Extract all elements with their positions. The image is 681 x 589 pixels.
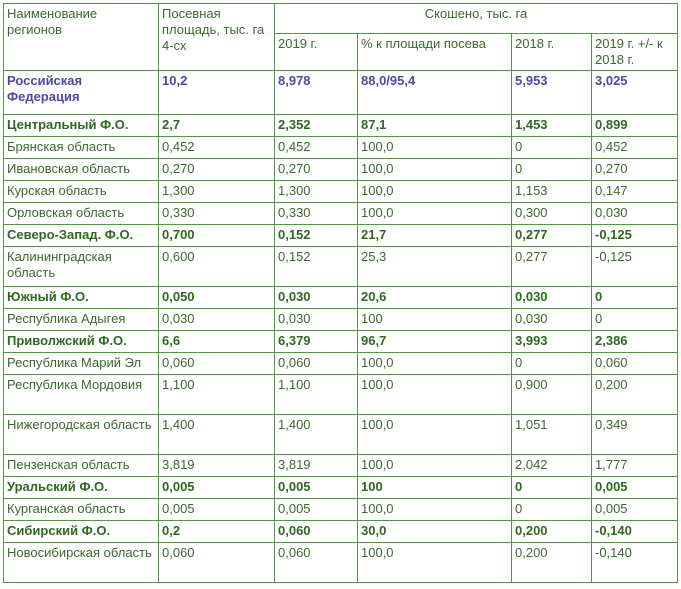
region-cell: Северо-Запад. Ф.О. [4, 225, 159, 247]
table-row [4, 203, 678, 225]
diff-cell: -0,125 [592, 247, 678, 287]
percent-cell: 100,0 [358, 159, 512, 181]
diff-cell: 0,005 [592, 477, 678, 499]
sown-area-cell: 0,060 [159, 543, 275, 583]
table-row [4, 415, 678, 455]
percent-cell: 20,6 [358, 287, 512, 309]
header-2019: 2019 г. [275, 34, 358, 71]
percent-cell: 100,0 [358, 137, 512, 159]
percent-cell: 21,7 [358, 225, 512, 247]
harvested-2019-cell: 0,060 [275, 353, 358, 375]
header-diff: 2019 г. +/- к 2018 г. [592, 34, 678, 71]
percent-cell: 100 [358, 309, 512, 331]
region-cell: Уральский Ф.О. [4, 477, 159, 499]
harvested-2019-cell: 0,152 [275, 247, 358, 287]
harvested-2018-cell: 0,277 [512, 247, 592, 287]
region-cell: Российская Федерация [4, 71, 159, 115]
sown-area-cell: 1,300 [159, 181, 275, 203]
harvested-2019-cell: 0,030 [275, 287, 358, 309]
table-row [4, 499, 678, 521]
harvested-2018-cell: 2,042 [512, 455, 592, 477]
region-cell: Курская область [4, 181, 159, 203]
table-row [4, 225, 678, 247]
harvested-2018-cell: 1,051 [512, 415, 592, 455]
sown-area-cell: 3,819 [159, 455, 275, 477]
diff-cell: 0,030 [592, 203, 678, 225]
harvested-2018-cell: 0,200 [512, 543, 592, 583]
table-row [4, 247, 678, 287]
harvested-2018-cell: 0,277 [512, 225, 592, 247]
harvested-2019-cell: 0,030 [275, 309, 358, 331]
table-row [4, 543, 678, 583]
sown-area-cell: 1,100 [159, 375, 275, 415]
diff-cell: 0,060 [592, 353, 678, 375]
header-harvested: Скошено, тыс. га [275, 4, 678, 34]
harvested-2018-cell: 0,900 [512, 375, 592, 415]
table-row [4, 137, 678, 159]
harvested-2019-cell: 0,060 [275, 521, 358, 543]
harvested-2019-cell: 0,152 [275, 225, 358, 247]
header-region: Наименование регионов [4, 4, 159, 71]
harvested-2019-cell: 0,452 [275, 137, 358, 159]
harvested-2019-cell: 0,270 [275, 159, 358, 181]
percent-cell: 100,0 [358, 499, 512, 521]
sown-area-cell: 0,005 [159, 499, 275, 521]
harvested-2018-cell: 0 [512, 499, 592, 521]
table-row [4, 331, 678, 353]
sown-area-cell: 6,6 [159, 331, 275, 353]
harvested-2018-cell: 1,453 [512, 115, 592, 137]
sown-area-cell: 0,600 [159, 247, 275, 287]
sown-area-cell: 0,452 [159, 137, 275, 159]
harvested-2019-cell: 3,819 [275, 455, 358, 477]
harvested-2018-cell: 0 [512, 159, 592, 181]
diff-cell: 1,777 [592, 455, 678, 477]
diff-cell: 3,025 [592, 71, 678, 115]
harvested-2019-cell: 0,005 [275, 477, 358, 499]
diff-cell: 0 [592, 309, 678, 331]
region-cell: Калининградская область [4, 247, 159, 287]
harvested-2019-cell: 1,100 [275, 375, 358, 415]
diff-cell: -0,140 [592, 543, 678, 583]
harvest-table [3, 3, 678, 583]
diff-cell: 0 [592, 287, 678, 309]
harvested-2018-cell: 3,993 [512, 331, 592, 353]
header-2018: 2018 г. [512, 34, 592, 71]
region-cell: Республика Мордовия [4, 375, 159, 415]
sown-area-cell: 0,005 [159, 477, 275, 499]
table-row [4, 309, 678, 331]
region-cell: Центральный Ф.О. [4, 115, 159, 137]
region-cell: Новосибирская область [4, 543, 159, 583]
harvested-2018-cell: 0 [512, 353, 592, 375]
table-row [4, 71, 678, 115]
region-cell: Сибирский Ф.О. [4, 521, 159, 543]
harvested-2018-cell: 5,953 [512, 71, 592, 115]
table-row [4, 287, 678, 309]
sown-area-cell: 0,270 [159, 159, 275, 181]
diff-cell: 0,452 [592, 137, 678, 159]
sown-area-cell: 1,400 [159, 415, 275, 455]
percent-cell: 25,3 [358, 247, 512, 287]
region-cell: Курганская область [4, 499, 159, 521]
percent-cell: 100,0 [358, 375, 512, 415]
table-row [4, 353, 678, 375]
sown-area-cell: 0,700 [159, 225, 275, 247]
sown-area-cell: 10,2 [159, 71, 275, 115]
table-row [4, 181, 678, 203]
harvested-2019-cell: 1,400 [275, 415, 358, 455]
table-row [4, 159, 678, 181]
region-cell: Ивановская область [4, 159, 159, 181]
harvested-2018-cell: 1,153 [512, 181, 592, 203]
percent-cell: 100 [358, 477, 512, 499]
percent-cell: 100,0 [358, 181, 512, 203]
percent-cell: 100,0 [358, 543, 512, 583]
harvested-2018-cell: 0,030 [512, 287, 592, 309]
harvested-2019-cell: 6,379 [275, 331, 358, 353]
harvested-2018-cell: 0,300 [512, 203, 592, 225]
region-cell: Брянская область [4, 137, 159, 159]
harvested-2019-cell: 2,352 [275, 115, 358, 137]
harvested-2019-cell: 8,978 [275, 71, 358, 115]
harvested-2018-cell: 0 [512, 137, 592, 159]
diff-cell: 0,005 [592, 499, 678, 521]
region-cell: Республика Марий Эл [4, 353, 159, 375]
header-sown-area: Посевная площадь, тыс. га 4-сх [159, 4, 275, 71]
table-row [4, 477, 678, 499]
diff-cell: 0,200 [592, 375, 678, 415]
region-cell: Приволжский Ф.О. [4, 331, 159, 353]
harvested-2019-cell: 1,300 [275, 181, 358, 203]
table-row [4, 115, 678, 137]
region-cell: Пензенская область [4, 455, 159, 477]
region-cell: Орловская область [4, 203, 159, 225]
harvested-2018-cell: 0,200 [512, 521, 592, 543]
percent-cell: 100,0 [358, 203, 512, 225]
percent-cell: 100,0 [358, 353, 512, 375]
diff-cell: 0,270 [592, 159, 678, 181]
table-row [4, 521, 678, 543]
diff-cell: -0,140 [592, 521, 678, 543]
sown-area-cell: 0,060 [159, 353, 275, 375]
harvested-2019-cell: 0,060 [275, 543, 358, 583]
percent-cell: 96,7 [358, 331, 512, 353]
diff-cell: 0,147 [592, 181, 678, 203]
harvested-2018-cell: 0 [512, 477, 592, 499]
header-row [4, 4, 678, 34]
percent-cell: 100,0 [358, 415, 512, 455]
percent-cell: 100,0 [358, 455, 512, 477]
region-cell: Республика Адыгея [4, 309, 159, 331]
table-row [4, 455, 678, 477]
harvested-2019-cell: 0,005 [275, 499, 358, 521]
sown-area-cell: 2,7 [159, 115, 275, 137]
sown-area-cell: 0,050 [159, 287, 275, 309]
diff-cell: 2,386 [592, 331, 678, 353]
sown-area-cell: 0,030 [159, 309, 275, 331]
region-cell: Нижегородская область [4, 415, 159, 455]
percent-cell: 88,0/95,4 [358, 71, 512, 115]
sown-area-cell: 0,2 [159, 521, 275, 543]
percent-cell: 87,1 [358, 115, 512, 137]
diff-cell: -0,125 [592, 225, 678, 247]
table-row [4, 375, 678, 415]
percent-cell: 30,0 [358, 521, 512, 543]
header-percent: % к площади посева [358, 34, 512, 71]
diff-cell: 0,349 [592, 415, 678, 455]
region-cell: Южный Ф.О. [4, 287, 159, 309]
harvested-2018-cell: 0,030 [512, 309, 592, 331]
sown-area-cell: 0,330 [159, 203, 275, 225]
diff-cell: 0,899 [592, 115, 678, 137]
harvested-2019-cell: 0,330 [275, 203, 358, 225]
